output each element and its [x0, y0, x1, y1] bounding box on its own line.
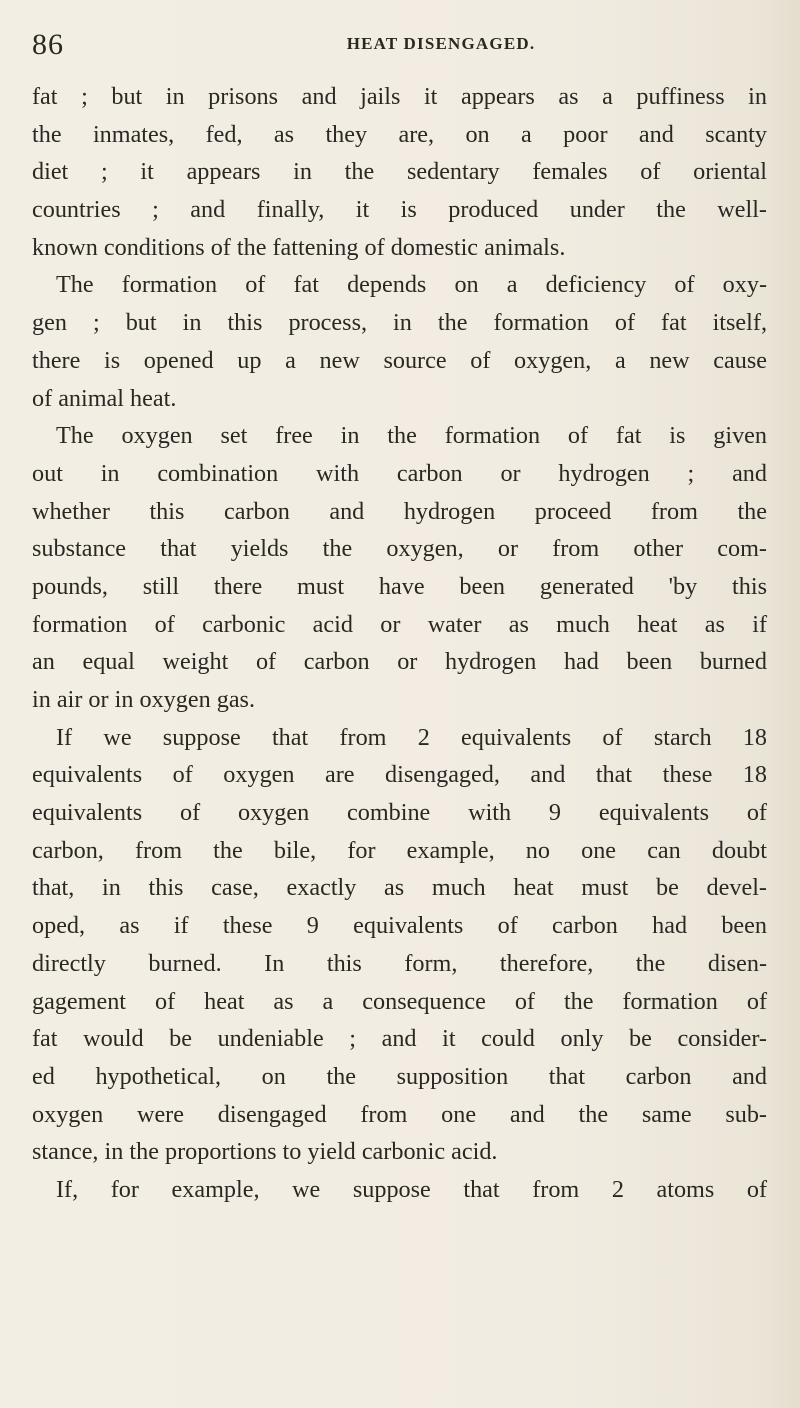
text-line: gagement of heat as a consequence of the formation of	[32, 987, 767, 1015]
text-line: fat would be undeniable ; and it could only be consider-	[32, 1025, 767, 1053]
text-line: directly burned. In this form, therefore, the disen-	[32, 949, 767, 977]
text-line: gen ; but in this process, in the formation of fat itself,	[32, 309, 767, 337]
running-head	[32, 28, 740, 62]
text-line: of animal heat.	[32, 384, 177, 412]
text-line: diet ; it appears in the sedentary females of oriental	[32, 158, 767, 186]
running-title: HEAT DISENGAGED.	[346, 34, 536, 53]
text-line: formation of carbonic acid or water as much heat as if	[32, 610, 767, 638]
text-line: that, in this case, exactly as much heat must be devel-	[32, 874, 767, 902]
text-line: If, for example, we suppose that from 2 atoms of	[56, 1175, 767, 1203]
text-line: substance that yields the oxygen, or from other com-	[32, 535, 767, 563]
text-line: the inmates, fed, as they are, on a poor and scanty	[32, 120, 767, 148]
text-line: pounds, still there must have been generated 'by this	[32, 572, 767, 600]
text-line: stance, in the proportions to yield carbonic acid.	[32, 1138, 498, 1166]
text-line: there is opened up a new source of oxygen, a new cause	[32, 346, 767, 374]
text-line: out in combination with carbon or hydrogen ; and	[32, 459, 767, 487]
text-line: carbon, from the bile, for example, no one can doubt	[32, 836, 767, 864]
text-line: The oxygen set free in the formation of fat is given	[56, 422, 767, 450]
text-line: whether this carbon and hydrogen proceed from the	[32, 497, 767, 525]
body-text	[32, 78, 767, 1209]
text-line: ed hypothetical, on the supposition that carbon and	[32, 1062, 767, 1090]
text-line: The formation of fat depends on a deficiency of oxy-	[56, 271, 767, 299]
text-line: in air or in oxygen gas.	[32, 686, 256, 713]
text-line: If we suppose that from 2 equivalents of starch 18	[56, 723, 767, 751]
text-line: equivalents of oxygen combine with 9 equivalents of	[32, 799, 767, 827]
text-line: equivalents of oxygen are disengaged, and that these 18	[32, 761, 767, 789]
text-line: known conditions of the fattening of domestic animals.	[32, 233, 566, 261]
page-number: 86	[32, 28, 64, 61]
text-line: fat ; but in prisons and jails it appears as a puffiness in	[32, 83, 767, 110]
text-line: oped, as if these 9 equivalents of carbon had been	[32, 912, 767, 940]
text-line: countries ; and finally, it is produced under the well-	[32, 196, 767, 224]
text-line: oxygen were disengaged from one and the same sub-	[32, 1100, 767, 1128]
text-line: an equal weight of carbon or hydrogen had been burned	[32, 648, 767, 676]
